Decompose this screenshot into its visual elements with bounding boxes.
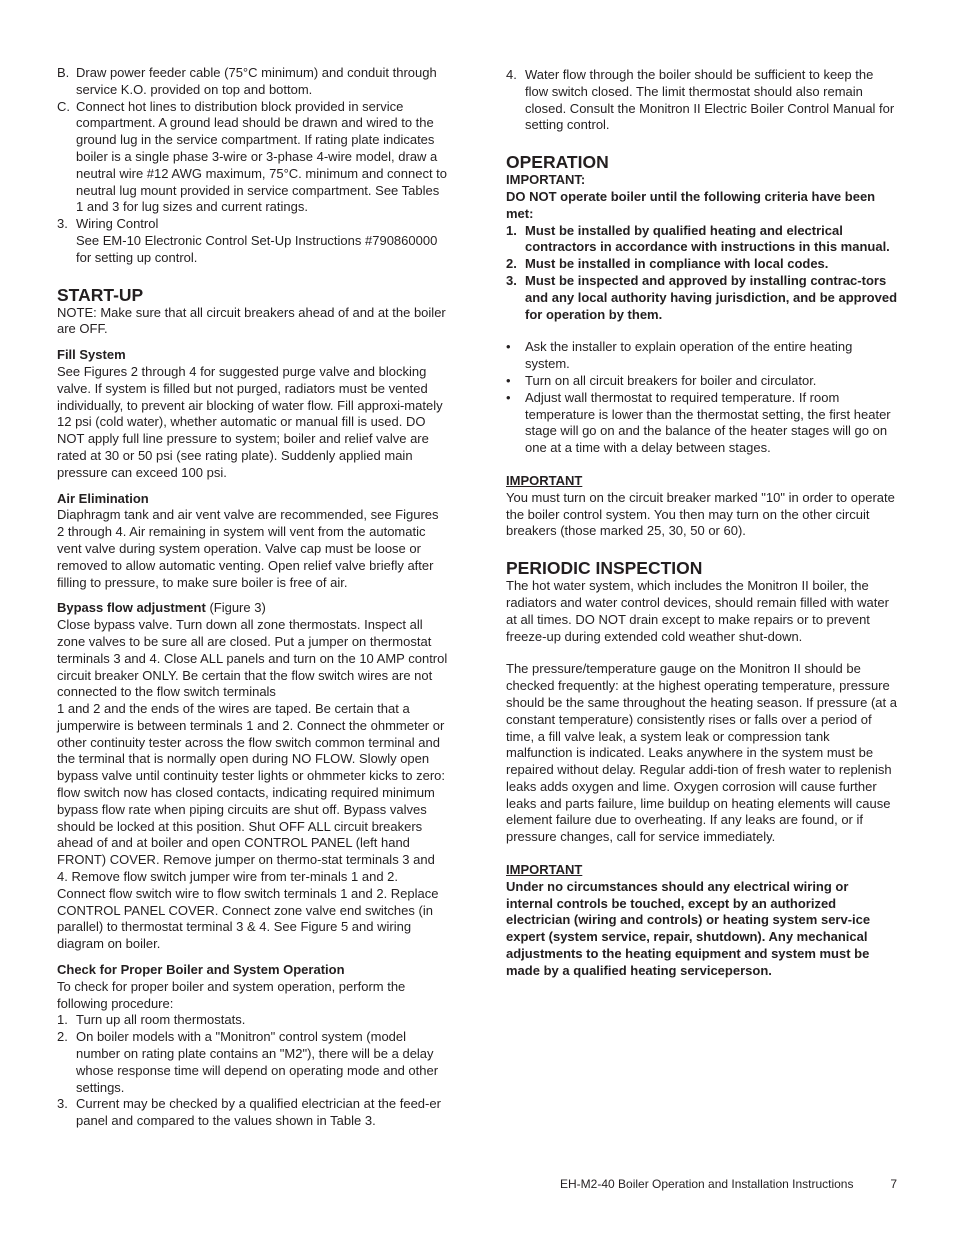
list-item-text: Turn up all room thermostats. xyxy=(76,1012,246,1028)
bypass-heading xyxy=(57,600,449,617)
bullet-item xyxy=(506,390,898,457)
wiring-control-note: See EM-10 Electronic Control Set-Up Instructions #790860000 for setting up control. xyxy=(76,232,438,265)
list-marker: 3. xyxy=(57,1096,68,1112)
bypass-figure-ref: (Figure 3) xyxy=(209,600,266,616)
criteria-item-2 xyxy=(506,256,898,273)
page-number: 7 xyxy=(890,1177,897,1191)
criteria-item-3 xyxy=(506,273,898,323)
startup-heading: START-UP xyxy=(57,284,144,305)
air-elimination-text: Diaphragm tank and air vent valve are recommended, see Figures 2 through 4. Air remaining in system will vent from the automatic vent valve during system operation. Valve cap must be loose or removed to allow automatic venting. Open relief valve briefly after filling to pressure, to make sure boiler is free of air. xyxy=(57,507,439,590)
bullet-icon: • xyxy=(506,339,511,355)
air-elimination-heading: Air Elimination xyxy=(57,490,149,506)
list-item-text: Water flow through the boiler should be sufficient to keep the flow switch closed. The limit thermostat should also remain closed. Consult the Monitron II Electric Boiler Control Manual for setting control. xyxy=(525,67,895,133)
periodic-inspection-heading: PERIODIC INSPECTION xyxy=(506,558,703,579)
bypass-text-1: Close bypass valve. Turn down all zone thermostats. Inspect all zone valves to be sure all are closed. Put a jumper on thermostat terminals 3 and 4. Close ALL panels and turn on the 10 AMP control circuit breaker ONLY. Be certain that the flow switch wires are not connected to the flow switch terminals xyxy=(57,617,448,700)
list-marker: 3. xyxy=(506,272,517,288)
bullet-text: Ask the installer to explain operation of the entire heating system. xyxy=(525,339,853,372)
list-item-c xyxy=(57,99,449,217)
operation-heading: OPERATION xyxy=(506,152,609,173)
fill-system-heading: Fill System xyxy=(57,347,126,363)
check-item-3 xyxy=(57,1096,449,1130)
bullet-icon: • xyxy=(506,389,511,405)
list-item-wiring-control xyxy=(57,216,449,233)
important-text: You must turn on the circuit breaker marked "10" in order to operate the boiler control system. You then may turn on the other circuit breakers (those marked 25, 30, 50 or 60). xyxy=(506,489,895,539)
right-column xyxy=(506,67,898,980)
left-column xyxy=(57,65,449,1130)
list-item-text: Draw power feeder cable (75°C minimum) and conduit through service K.O. provided on top and bottom. xyxy=(76,65,437,97)
bullet-item xyxy=(506,373,898,390)
list-marker: 2. xyxy=(57,1029,68,1045)
bullet-text: Adjust wall thermostat to required temperature. If room temperature is lower than the thermostat setting, the first heater stage will go on and the balance of the heater stages will go on one at a time with a delay between stages. xyxy=(525,389,891,456)
important-label: IMPORTANT xyxy=(506,472,583,488)
footer-title: EH-M2-40 Boiler Operation and Installation Instructions xyxy=(560,1177,854,1191)
list-item-text: Current may be checked by a qualified electrician at the feed-er panel and compared to the values shown in Table 3. xyxy=(76,1096,441,1129)
list-item-text: Must be installed in compliance with local codes. xyxy=(525,256,829,272)
list-marker: 1. xyxy=(506,222,517,238)
check-operation-heading: Check for Proper Boiler and System Operation xyxy=(57,962,345,978)
operation-important-label: IMPORTANT: xyxy=(506,172,586,188)
list-marker: 1. xyxy=(57,1012,68,1028)
bypass-title: Bypass flow adjustment xyxy=(57,600,206,616)
operation-criteria-intro: DO NOT operate boiler until the following criteria have been met: xyxy=(506,188,876,221)
list-marker: 4. xyxy=(506,67,517,82)
startup-note: NOTE: Make sure that all circuit breakers ahead of and at the boiler are OFF. xyxy=(57,304,446,337)
criteria-item-1 xyxy=(506,223,898,257)
list-item-text: Must be inspected and approved by installing contrac-tors and any local authority having jurisdiction, and be approved for operation by them. xyxy=(525,272,898,322)
list-marker: C. xyxy=(57,98,70,114)
bullet-icon: • xyxy=(506,372,511,388)
list-item-b xyxy=(57,65,449,99)
periodic-paragraph-1: The hot water system, which includes the Monitron II boiler, the radiators and water control devices, should remain filled with water at all times. DO NOT drain except to make repairs or to prevent freeze-up during extended cold weather shut-down. xyxy=(506,578,889,644)
periodic-paragraph-2: The pressure/temperature gauge on the Monitron II should be checked frequently: at the highest operating temperature, pressure should be the same throughout the heating season. If pressure (at a constant temperature) consistently rises or falls over a period of time, a fill valve leak, a system leak or compression tank malfunction is indicated. Leaks anywhere in the system must be repaired without delay. Regular addi-tion of fresh water to replenish leaks adds oxygen and lime. Oxygen corrosion will cause further leaks and parts failure, lime buildup on heating elements will cause element failure due to overheating. If any leaks are found, or if pressure changes, call for service immediately. xyxy=(506,661,897,845)
fill-system-text: See Figures 2 through 4 for suggested purge valve and blocking valve. If system is filled but not purged, radiators must be vented individually, to prevent air blocking of water flow. Fill approxi-mately 12 psi (cold water), whether automatic or manual fill is used. DO NOT apply full line pressure to system; boiler and relief valve are rated at 30 or 50 psi (see rating plate). Suddenly applied main pressure can exceed 100 psi. xyxy=(57,363,443,480)
list-item-text: Wiring Control xyxy=(76,216,159,232)
check-item-1 xyxy=(57,1012,449,1029)
periodic-important-label: IMPORTANT xyxy=(506,862,583,878)
list-item-text: Connect hot lines to distribution block provided in service compartment. A ground lead should be drawn and wired to the ground lug in the service compartment. If rating plate indicates boiler is a single phase 3-wire or 3-phase 4-wire model, draw a neutral wire #12 AWG maximum, 75°C. minimum and connect to neutral lug mount provided in service compartment. See Tables 1 and 3 for lug sizes and current ratings. xyxy=(76,98,448,215)
list-item-4 xyxy=(506,67,898,134)
list-marker: 2. xyxy=(506,256,517,272)
check-operation-intro: To check for proper boiler and system operation, perform the following procedure: xyxy=(57,978,406,1011)
list-item-text: Must be installed by qualified heating and electrical contractors in accordance with instructions in this manual. xyxy=(525,222,890,255)
bypass-text-2: 1 and 2 and the ends of the wires are taped. Be certain that a jumperwire is between terminals 1 and 2. Connect the ohmmeter or other continuity tester across the flow switch common terminal and the terminal that is normally open during NO FLOW. Slowly open bypass valve until continuity tester lights or ohmmeter kicks to zero: flow switch now has closed contacts, indicating required minimum bypass flow rate when piping circuits are shut off. Bypass valves should be locked at this position. Shut OFF ALL circuit breakers ahead of and at boiler and open CONTROL PANEL (left hand FRONT) COVER. Remove jumper on thermo-stat terminals 3 and 4. Remove flow switch jumper wire from ter-minals 1 and 2. Connect flow switch wire to flow switch terminals 1 and 2. Replace CONTROL PANEL COVER. Connect zone valve end switches (in parallel) to thermostat terminal 3 & 4. See Figure 5 and wiring diagram on boiler. xyxy=(57,701,445,952)
periodic-important-text: Under no circumstances should any electrical wiring or internal controls be touched, except by an authorized electrician (wiring and controls) or heating system serv-ice expert (system service, repair, shutdown). Any mechanical adjustments to the heating equipment and system must be made by a qualified heating serviceperson. xyxy=(506,878,871,978)
bullet-text: Turn on all circuit breakers for boiler and circulator. xyxy=(525,372,817,388)
bullet-item xyxy=(506,339,898,373)
list-marker: B. xyxy=(57,65,70,80)
list-marker: 3. xyxy=(57,216,68,232)
check-item-2 xyxy=(57,1029,449,1096)
list-item-text: On boiler models with a "Monitron" control system (model number on rating plate contains an "M2"), there will be a delay whose response time will depend on operating mode and other settings. xyxy=(76,1029,439,1095)
